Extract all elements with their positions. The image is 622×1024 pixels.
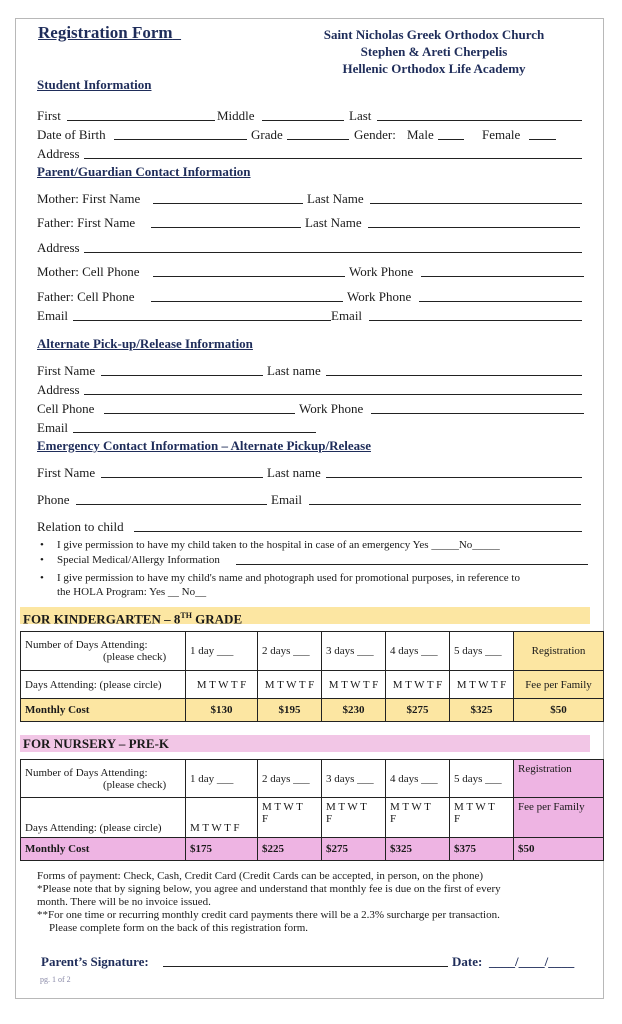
father-email-field[interactable]: [369, 308, 582, 321]
cost-cell: $325: [450, 699, 514, 722]
cost-cell: $175: [186, 838, 258, 861]
circle-days-label: Days Attending: (please circle): [21, 798, 186, 838]
date-label: Date:: [452, 954, 483, 969]
payment-notes: Forms of payment: Check, Cash, Credit Card (Credit Cards can be accepted, in person, on the phone) *Please note that by signing below, you agree and understand that monthly fee is due on the first of every month. There will be no invoice issued. **For one time or recurring monthly credit card payments there will be a 2.3% surcharge per transaction. Please complete form on the back of this registration form.: [37, 870, 501, 934]
cost-cell: $195: [258, 699, 322, 722]
mother-work-field[interactable]: [421, 264, 584, 277]
option-2-days[interactable]: 2 days ___: [258, 632, 322, 671]
grade-field[interactable]: [287, 127, 349, 140]
academy-name: Hellenic Orthodox Life Academy: [342, 61, 526, 76]
alternate-phone-row: Cell Phone Work Phone: [37, 401, 584, 418]
fee-per-family-label: Fee per Family: [514, 798, 604, 838]
weekday-choices[interactable]: M T W T F: [322, 798, 386, 838]
monthly-cost-label: Monthly Cost: [21, 838, 186, 861]
alternate-work-field[interactable]: [371, 401, 584, 414]
mother-phone-row: Mother: Cell Phone Work Phone: [37, 264, 584, 281]
registration-fee: $50: [514, 699, 604, 722]
date-field[interactable]: ____/____/____: [489, 954, 575, 969]
mother-name-row: Mother: First Name Last Name: [37, 191, 584, 208]
father-last-name-field[interactable]: [368, 215, 580, 228]
parent-address-field[interactable]: [84, 240, 582, 253]
page-number: pg. 1 of 2: [40, 975, 71, 984]
parent-address-row: Address: [37, 240, 584, 257]
student-name-row: First Middle Last: [37, 108, 584, 125]
form-title: Registration Form: [38, 23, 173, 42]
cost-cell: $375: [450, 838, 514, 861]
emergency-name-row: First Name Last name: [37, 465, 584, 482]
option-1-day[interactable]: 1 day ___: [186, 632, 258, 671]
father-phone-row: Father: Cell Phone Work Phone: [37, 289, 584, 306]
alternate-name-row: First Name Last name: [37, 363, 584, 380]
signature-field[interactable]: [163, 954, 448, 967]
relation-row: Relation to child: [37, 519, 584, 536]
registration-label: Registration: [514, 632, 604, 671]
cost-cell: $225: [258, 838, 322, 861]
mother-last-name-field[interactable]: [370, 191, 582, 204]
alternate-cell-field[interactable]: [104, 401, 295, 414]
student-section-heading: Student Information: [37, 77, 152, 92]
weekday-choices[interactable]: M T W T F: [186, 671, 258, 699]
option-3-days[interactable]: 3 days ___: [322, 760, 386, 798]
signature-row: Parent’s Signature:: [41, 954, 149, 969]
emergency-email-field[interactable]: [309, 492, 581, 505]
mother-email-field[interactable]: [73, 308, 331, 321]
option-1-day[interactable]: 1 day ___: [186, 760, 258, 798]
monthly-cost-label: Monthly Cost: [21, 699, 186, 722]
relation-field[interactable]: [134, 519, 582, 532]
father-name-row: Father: First Name Last Name: [37, 215, 584, 232]
weekday-choices[interactable]: M T W T F: [450, 798, 514, 838]
middle-name-field[interactable]: [262, 108, 344, 121]
medical-allergy-field[interactable]: [236, 554, 588, 565]
alternate-last-name-field[interactable]: [326, 363, 582, 376]
alternate-email-field[interactable]: [73, 420, 316, 433]
emergency-phone-field[interactable]: [76, 492, 267, 505]
form-frame: Registration Form Saint Nicholas Greek Orthodox Church Stephen & Areti Cherpelis Hellenic Orthodox Life Academy Student Information First Middle Last Date of Birth Grade Gender: Male Female Address Parent/Guardian Contact Information Mother: First Name Last Name Father: First Name Last Name Address Mother: Cell Phone Work Phone Father: Cell Phone Work Phone Email Email Alternate Pick-up/Release Information First Name Last name Address Cell Phone Work Phone Email Emergency Contact Information – Alternate Pickup/Release First Name Last name Phone Email Relation to child • I give permission to have my child taken to the hospital in case of an emergency Yes _____No_____ • Special Medical/Allergy Information • I give permission to have my child's name and photograph used for promotional purposes, in reference to the HOLA Program: Yes __ No__ FOR KINDERGARTEN – 8TH GRADE Number of Days Attending: (please check) 1 day ___ 2 days ___ 3 days ___ 4 days ___ 5 days ___ Registration Days Attending: (please circle) M T W T F M T W T F M T W T F M T W T F M T W T F Fee per Family Monthly Cost $130 $195 $230 $275 $325 $50 FOR NURSERY – PRE-K Number of Days Attending: (please check) 1 day ___ 2 days ___ 3 days ___ 4 days ___ 5 days ___ Registration Days Attending: (please circle) M T W T F M T W T F M T W T F M T W T F M T W T F Fee per Family Monthly Cost $175 $225 $275 $325 $375 $50 Forms of payment: Check, Cash, Credit Card (Credit Cards can be accepted, in person, on the phone) *Please note that by signing below, you agree and understand that monthly fee is due on the first of every month. There will be no invoice issued. **For one time or recurring monthly credit card payments there will be a 2.3% surcharge per transaction. Please complete form on the back of this registration form. Parent’s Signature: Date: ____/____/____ pg. 1 of 2: [15, 18, 604, 999]
dob-field[interactable]: [114, 127, 247, 140]
weekday-choices[interactable]: M T W T F: [386, 671, 450, 699]
father-first-name-field[interactable]: [151, 215, 301, 228]
option-2-days[interactable]: 2 days ___: [258, 760, 322, 798]
alternate-email-row: Email: [37, 420, 584, 437]
alternate-section-heading: Alternate Pick-up/Release Information: [37, 336, 253, 351]
weekday-choices[interactable]: M T W T F: [258, 798, 322, 838]
option-4-days[interactable]: 4 days ___: [386, 632, 450, 671]
alternate-address-row: Address: [37, 382, 584, 399]
table-row: [21, 671, 604, 699]
parent-email-row: Email Email: [37, 308, 584, 325]
cost-cell: $130: [186, 699, 258, 722]
cost-cell: $275: [386, 699, 450, 722]
first-name-field[interactable]: [67, 108, 215, 121]
weekday-choices[interactable]: M T W T F: [450, 671, 514, 699]
table-row: [21, 838, 604, 861]
registration-fee: $50: [514, 838, 604, 861]
father-work-field[interactable]: [419, 289, 582, 302]
weekday-choices[interactable]: M T W T F: [322, 671, 386, 699]
option-5-days[interactable]: 5 days ___: [450, 760, 514, 798]
mother-first-name-field[interactable]: [153, 191, 303, 204]
circle-days-label: Days Attending: (please circle): [21, 671, 186, 699]
nursery-fee-table: [20, 759, 604, 861]
fee-per-family-label: Fee per Family: [514, 671, 604, 699]
table-row: [21, 632, 604, 671]
cost-cell: $230: [322, 699, 386, 722]
female-field[interactable]: [529, 127, 556, 140]
option-5-days[interactable]: 5 days ___: [450, 632, 514, 671]
cost-cell: $325: [386, 838, 450, 861]
emergency-last-name-field[interactable]: [326, 465, 582, 478]
cost-cell: $275: [322, 838, 386, 861]
student-address-field[interactable]: [84, 146, 582, 159]
weekday-choices[interactable]: M T W T F: [186, 798, 258, 838]
option-3-days[interactable]: 3 days ___: [322, 632, 386, 671]
student-dob-row: Date of Birth Grade Gender: Male Female: [37, 127, 584, 144]
father-cell-field[interactable]: [151, 289, 343, 302]
weekday-choices[interactable]: M T W T F: [258, 671, 322, 699]
kindergarten-fee-table: [20, 631, 604, 722]
emergency-first-name-field[interactable]: [101, 465, 263, 478]
kindergarten-heading: FOR KINDERGARTEN – 8TH GRADE: [20, 607, 590, 624]
emergency-section-heading: Emergency Contact Information – Alternate Pickup/Release: [37, 438, 371, 453]
last-name-field[interactable]: [377, 108, 582, 121]
table-row: [21, 798, 604, 838]
weekday-choices[interactable]: M T W T F: [386, 798, 450, 838]
alternate-address-field[interactable]: [84, 382, 582, 395]
alternate-first-name-field[interactable]: [101, 363, 263, 376]
emergency-contact-row: Phone Email: [37, 492, 584, 509]
days-attending-label: Number of Days Attending: (please check): [21, 760, 186, 798]
nursery-heading: FOR NURSERY – PRE-K: [20, 735, 590, 752]
student-address-row: Address: [37, 146, 584, 163]
table-row: [21, 699, 604, 722]
days-attending-label: Number of Days Attending: (please check): [21, 632, 186, 671]
mother-cell-field[interactable]: [153, 264, 345, 277]
option-4-days[interactable]: 4 days ___: [386, 760, 450, 798]
registration-label: Registration: [514, 760, 604, 798]
table-row: [21, 760, 604, 798]
male-field[interactable]: [438, 127, 464, 140]
parent-section-heading: Parent/Guardian Contact Information: [37, 164, 251, 179]
church-name: Saint Nicholas Greek Orthodox Church: [323, 27, 545, 42]
church-sponsor: Stephen & Areti Cherpelis: [360, 44, 508, 59]
